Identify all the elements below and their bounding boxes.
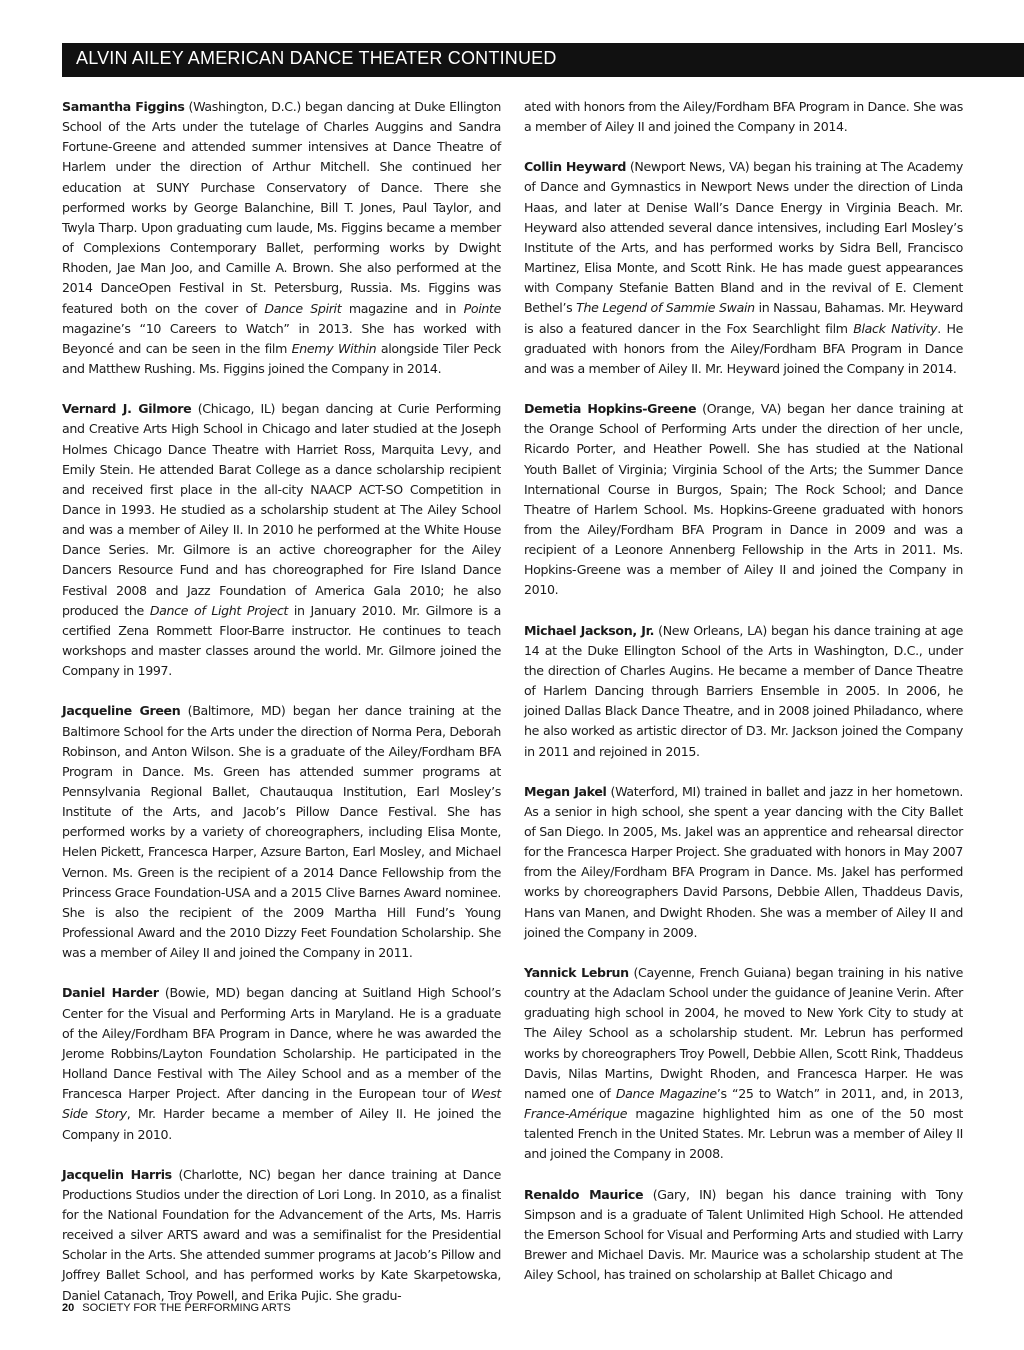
bio-text: (Waterford, MI) trained in ballet and jazz in her hometown. As a senior in high school, she spent a year dancing with the City Ballet of San Diego. In 2005, Ms. Jakel was an apprentice and rehearsal director for the Francesca Harper Project. She graduated with honors in May 2007 from the Ailey/Fordham BFA Program in Dance. Ms. Jakel has performed works by choreographers David Parsons, Debbie Allen, Thaddeus Davis, Hans van Manen, and Dwight Rhoden. She was a member of Ailey II and joined the Company in 2009. [524,783,964,940]
italic-title: Enemy Within [291,340,377,356]
dancer-name: Jacqueline Green [62,703,181,719]
page-number: 20 [62,1302,75,1314]
italic-title: Black Nativity [853,320,938,336]
bio-text: magazine highlighted him as one of the 50 most talented French in the United States. Mr. Lebrun was a member of Ailey II and joined the Company in 2008. [524,1106,963,1162]
bio-text: (New Orleans, LA) began his dance training at age 14 at the Duke Ellington School of the Arts in Washington, D.C., under the direction of Charles Augins. He became a member of Dance Theatre of Harlem Dancing through Barriers Ensemble in 2005. In 2006, he joined Dallas Black Dance Theatre, and in 2008 joined Philadanco, where he also worked as artistic director of D3. Mr. Jackson joined the Company in 2011 and rejoined in 2015. [524,622,964,759]
bio-text: in January 2010. Mr. Gilmore is a certified Zena Rommett Floor-Barre instructor. He continues to teach workshops and master classes around the world. Mr. Gilmore joined the Company in 1997. [62,602,501,679]
bio-text: magazine and in [341,300,464,316]
italic-title: West Side Story [62,1086,501,1122]
bio-text: . He graduated with honors from the Ailey/Fordham BFA Program in Dance and was a member of Ailey II. Mr. Heyward joined the Company in 2014. [524,320,963,376]
page-title: ALVIN AILEY AMERICAN DANCE THEATER CONTINUED [76,48,557,68]
italic-title: Dance of Light Project [149,602,289,618]
italic-title: The Legend of Sammie Swain [576,300,755,316]
bio-text: magazine’s “10 Careers to Watch” in 2013. She has worked with Beyoncé and can be seen in the film [62,320,501,356]
header-bar [62,43,1024,77]
dancer-name: Megan Jakel [524,783,607,799]
dancer-name: Jacquelin Harris [62,1166,172,1182]
page-footer [62,1302,291,1314]
dancer-name: Yannick Lebrun [524,964,629,980]
bio-paragraph [524,157,963,379]
dancer-name: Michael Jackson, Jr. [524,622,655,638]
bio-paragraph [524,782,963,943]
bio-paragraph [524,1185,963,1286]
bio-paragraph [62,399,501,681]
left-column [62,97,501,1326]
bio-paragraph [62,1165,501,1306]
bio-paragraph [62,983,501,1144]
bio-text: in Nassau, Bahamas. Mr. Heyward is also a featured dancer in the Fox Searchlight film [524,300,963,336]
bio-text: (Baltimore, MD) began her dance training at the Baltimore School for the Arts under the direction of Norma Pera, Deborah Robinson, and Anton Wilson. She is a graduate of the Ailey/Fordham BFA Program in Dance. Ms. Green has attended summer programs at Pennsylvania Regional Ballet, Chautauqua Institution, Earl Mosley’s Institute of the Arts, and Jacob’s Pillow Dance Festival. She has performed works by a variety of choreographers, including Elisa Monte, Helen Pickett, Francesca Harper, Azsure Barton, Earl Mosley, and Michael Vernon. Ms. Green is the recipient of a 2014 Dance Fellowship from the Princess Grace Foundation-USA and a 2015 Clive Barnes Award nominee. She is also the recipient of the 2009 Martha Hill Fund’s Young Professional Award and the 2010 Dizzy Feet Foundation Scholarship. She was a member of Ailey II and joined the Company in 2011. [62,703,501,961]
italic-title: Dance Magazine [615,1085,717,1101]
bio-text: (Chicago, IL) began dancing at Curie Performing and Creative Arts High School in Chicago and later studied at the Joseph Holmes Chicago Dance Theatre with Harriet Ross, Marquita Levy, and Emily Stein. He attended Barat College as a dance scholarship recipient and received first place in the all-city NAACP ACT-SO Competition in Dance in 1993. He studied as a scholarship student at The Ailey School and was a member of Ailey II. In 2010 he performed at the White House Dance Series. Mr. Gilmore is an active choreographer for the Ailey Dancers Resource Fund and has choreographed for Fire Island Dance Festival 2008 and Jazz Foundation of America Gala 2010; he also produced the [62,401,501,618]
bio-text: ated with honors from the Ailey/Fordham BFA Program in Dance. She was a member of Ailey II and joined the Company in 2014. [524,99,963,135]
dancer-name: Vernard J. Gilmore [62,401,192,417]
bio-text: (Cayenne, French Guiana) began training in his native country at the Adaclam School under the guidance of Jeanine Verin. After graduating high school in 2004, he moved to New York City to study at The Ailey School as a scholarship student. Mr. Lebrun has performed works by choreographers Troy Powell, Debbie Allen, Scott Rink, Thaddeus Davis, Nilas Martins, Dwight Rhoden, and Francesca Harper. He was named one of [524,964,964,1101]
bio-paragraph [524,621,963,762]
bio-paragraph [524,97,963,137]
bio-text: , Mr. Harder became a member of Ailey II. He joined the Company in 2010. [62,1106,501,1142]
bio-text: (Orange, VA) began her dance training at the Orange School of Performing Arts under the direction of her uncle, Ricardo Porter, and Heather Powell. She has studied at the National Youth Ballet of Virginia; Virginia School of the Arts; the Summer Dance International Course in Burgos, Spain; The Rock School; and Dance Theatre of Harlem School. Ms. Hopkins-Greene graduated with honors from the Ailey/Fordham BFA Program in Dance in 2009 and was a recipient of a Leonore Annenberg Fellowship in the Arts in 2011. Ms. Hopkins-Greene was a member of Ailey II and joined the Company in 2010. [524,401,963,598]
dancer-name: Collin Heyward [524,159,627,175]
bio-text: (Washington, D.C.) began dancing at Duke Ellington School of the Arts under the tutelage of Charles Auggins and Sandra Fortune-Greene and attended summer intensives at Dance Theatre of Harlem under the direction of Arthur Mitchell. She continued her education at SUNY Purchase Conservatory of Dance. There she performed works by George Balanchine, Bill T. Jones, Paul Taylor, and Twyla Tharp. Upon graduating cum laude, Ms. Figgins became a member of Complexions Contemporary Ballet, performing works by Dwight Rhoden, Jae Man Joo, and Camille A. Brown. She also performed at the 2014 DanceOpen Festival in St. Petersburg, Russia. Ms. Figgins was featured both on the cover of [62,99,502,316]
dancer-name: Demetia Hopkins-Greene [524,401,697,417]
italic-title: Pointe [463,300,501,316]
right-column [524,97,963,1305]
bio-paragraph [62,701,501,963]
dancer-name: Renaldo Maurice [524,1186,644,1202]
bio-paragraph [524,399,963,601]
bio-text: (Newport News, VA) began his training at The Academy of Dance and Gymnastics in Newport News under the direction of Linda Haas, and later at Denise Wall’s Dance Energy in Virginia Beach. Mr. Heyward also attended several dance intensives, including Earl Mosley’s Institute of the Arts, and has performed works by Sidra Bell, Francisco Martinez, Elisa Monte, and Scott Rink. He has made guest appearances with Company Stefanie Batten Bland and in the revival of E. Clement Bethel’s [524,159,963,316]
italic-title: France-Amérique [524,1106,628,1122]
bio-paragraph [524,963,963,1165]
bio-text: (Charlotte, NC) began her dance training at Dance Productions Studios under the direction of Lori Long. In 2010, as a finalist for the National Foundation for the Advancement of the Arts, Ms. Harris received a silver ARTS award and was a semifinalist for the Presidential Scholar in the Arts. She attended summer programs at Jacob’s Pillow and Joffrey Ballet School, and has performed works by Kate Skarpetowska, Daniel Catanach, Troy Powell, and Erika Pujic. She gradu- [62,1166,502,1303]
bio-text: (Bowie, MD) began dancing at Suitland High School’s Center for the Visual and Performing Arts in Maryland. He is a graduate of the Ailey/Fordham BFA Program in Dance, where he was awarded the Jerome Robbins/Layton Foundation Scholarship. He participated in the Holland Dance Festival with The Ailey School and as a member of the Francesca Harper Project. After dancing in the European tour of [62,985,501,1102]
italic-title: Dance Spirit [264,300,342,316]
publication-name: SOCIETY FOR THE PERFORMING ARTS [82,1302,291,1314]
bio-paragraph [62,97,501,379]
bio-text: (Gary, IN) began his dance training with Tony Simpson and is a graduate of Talent Unlimited High School. He attended the Emerson School for Visual and Performing Arts and studied with Larry Brewer and Michael Davis. Mr. Maurice was a scholarship student at The Ailey School, has trained on scholarship at Ballet Chicago and [524,1186,963,1283]
dancer-name: Samantha Figgins [62,99,185,114]
dancer-name: Daniel Harder [62,985,159,1001]
bio-text: ’s “25 to Watch” in 2011, and, in 2013, [716,1085,963,1101]
bio-text: alongside Tiler Peck and Matthew Rushing. Ms. Figgins joined the Company in 2014. [62,340,501,377]
